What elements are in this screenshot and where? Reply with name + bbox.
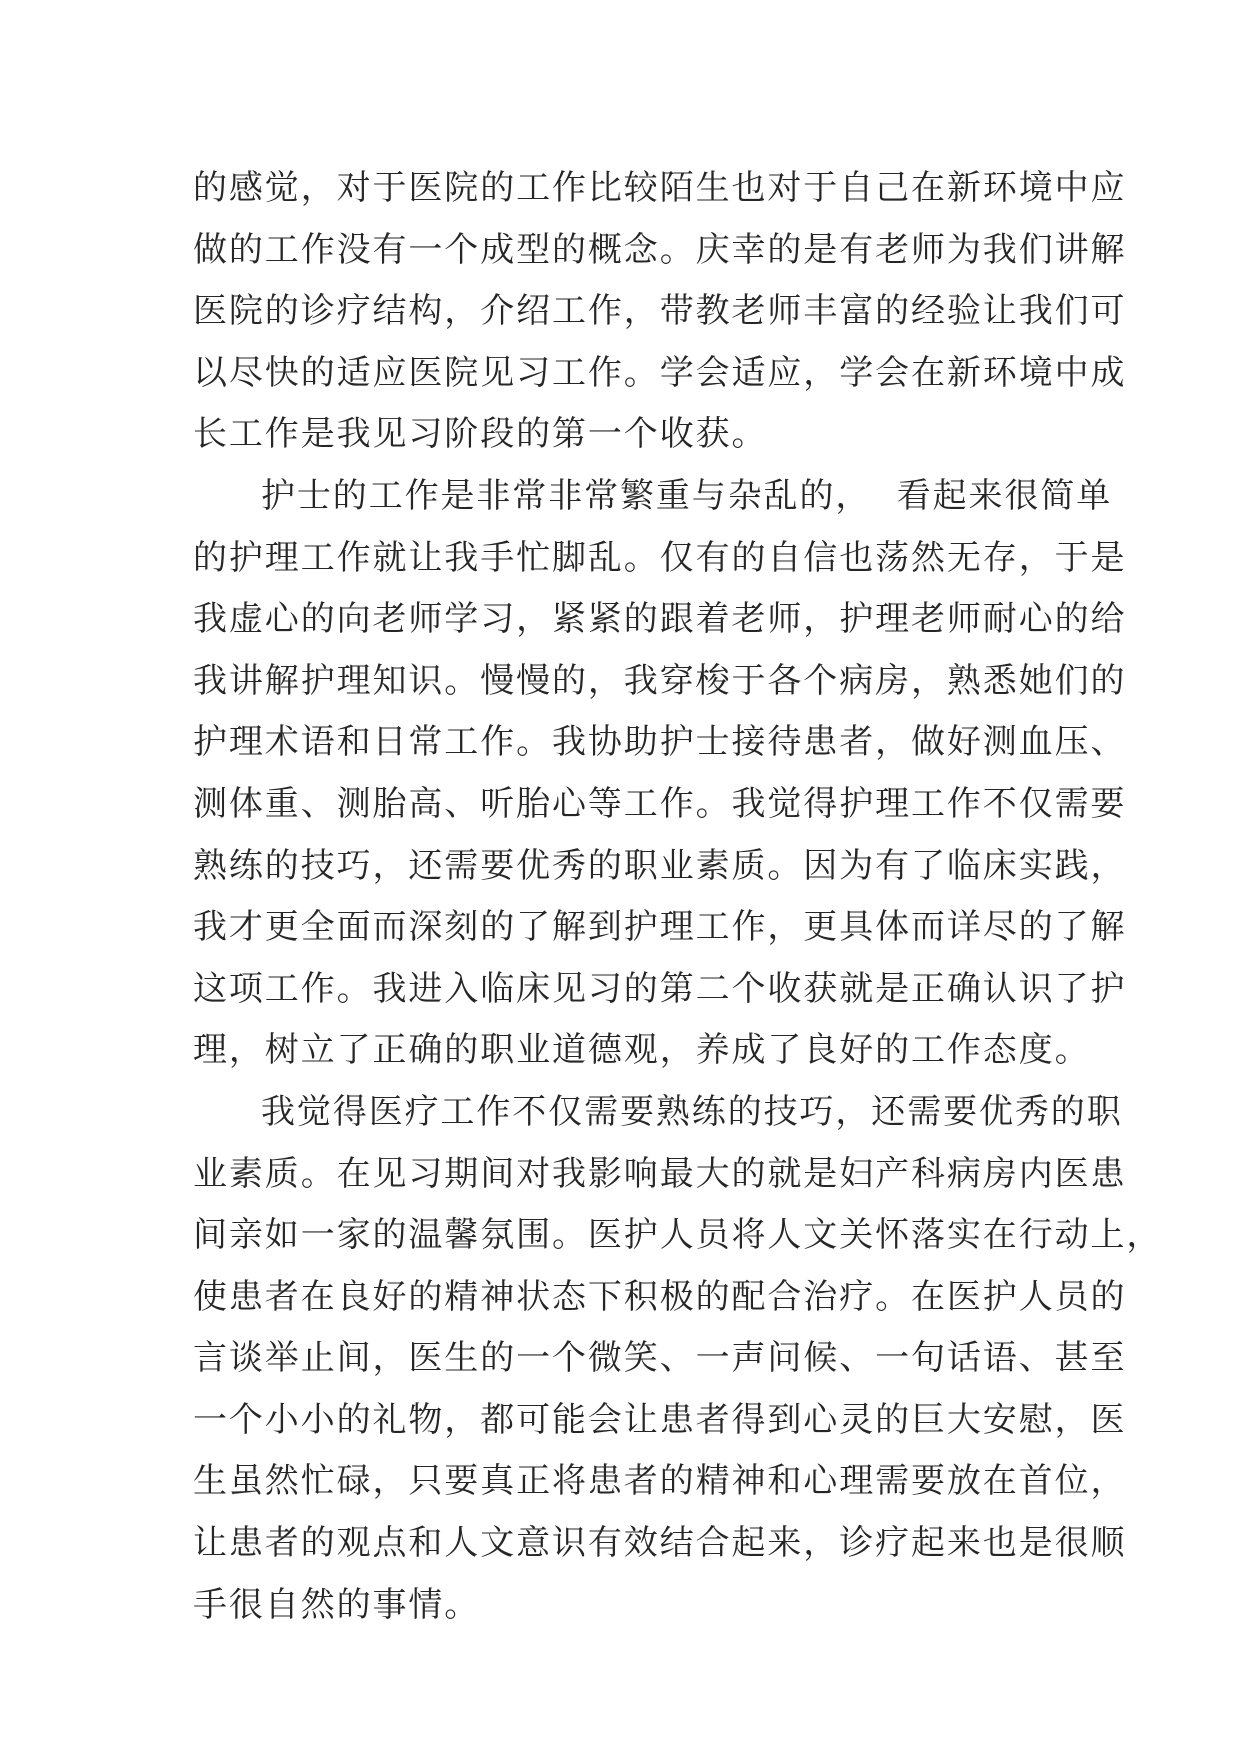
text-line: 护理术语和日常工作。我协助护士接待患者，做好测血压、 [193, 722, 1127, 763]
text-line: 理，树立了正确的职业道德观，养成了良好的工作态度。 [193, 1030, 1091, 1071]
text-line: 做的工作没有一个成型的概念。庆幸的是有老师为我们讲解 [193, 229, 1127, 270]
text-line: 的护理工作就让我手忙脚乱。仅有的自信也荡然无存，于是 [193, 537, 1127, 578]
text-line: 测体重、测胎高、听胎心等工作。我觉得护理工作不仅需要 [193, 783, 1127, 824]
text-line: 长工作是我见习阶段的第一个收获。 [193, 414, 768, 455]
paragraph-first-line: 护士的工作是非常非常繁重与杂乱的， 看起来很简单 [261, 475, 1113, 516]
text-line: 熟练的技巧，还需要优秀的职业素质。因为有了临床实践， [193, 845, 1127, 886]
text-line: 间亲如一家的温馨氛围。医护人员将人文关怀落实在行动上， [193, 1215, 1163, 1256]
text-line: 以尽快的适应医院见习工作。学会适应，学会在新环境中成 [193, 352, 1127, 393]
text-line: 我才更全面而深刻的了解到护理工作，更具体而详尽的了解 [193, 907, 1127, 948]
text-line: 的感觉，对于医院的工作比较陌生也对于自己在新环境中应 [193, 168, 1127, 208]
text-line: 我讲解护理知识。慢慢的，我穿梭于各个病房，熟悉她们的 [193, 660, 1127, 701]
paragraph-first-line: 我觉得医疗工作不仅需要熟练的技巧，还需要优秀的职 [261, 1091, 1123, 1132]
text-line: 让患者的观点和人文意识有效结合起来，诊疗起来也是很顺 [193, 1523, 1127, 1564]
text-line: 使患者在良好的精神状态下积极的配合治疗。在医护人员的 [193, 1276, 1127, 1317]
text-line: 医院的诊疗结构，介绍工作，带教老师丰富的经验让我们可 [193, 291, 1127, 332]
text-line: 生虽然忙碌，只要真正将患者的精神和心理需要放在首位， [193, 1461, 1127, 1502]
text-line: 手很自然的事情。 [193, 1584, 481, 1625]
text-line: 业素质。在见习期间对我影响最大的就是妇产科病房内医患 [193, 1153, 1127, 1194]
body-text [193, 158, 1163, 1636]
text-line: 一个小小的礼物，都可能会让患者得到心灵的巨大安慰，医 [193, 1399, 1127, 1440]
text-line: 言谈举止间，医生的一个微笑、一声问候、一句话语、甚至 [193, 1338, 1127, 1379]
text-line: 我虚心的向老师学习，紧紧的跟着老师，护理老师耐心的给 [193, 599, 1127, 640]
text-line: 这项工作。我进入临床见习的第二个收获就是正确认识了护 [193, 968, 1127, 1009]
